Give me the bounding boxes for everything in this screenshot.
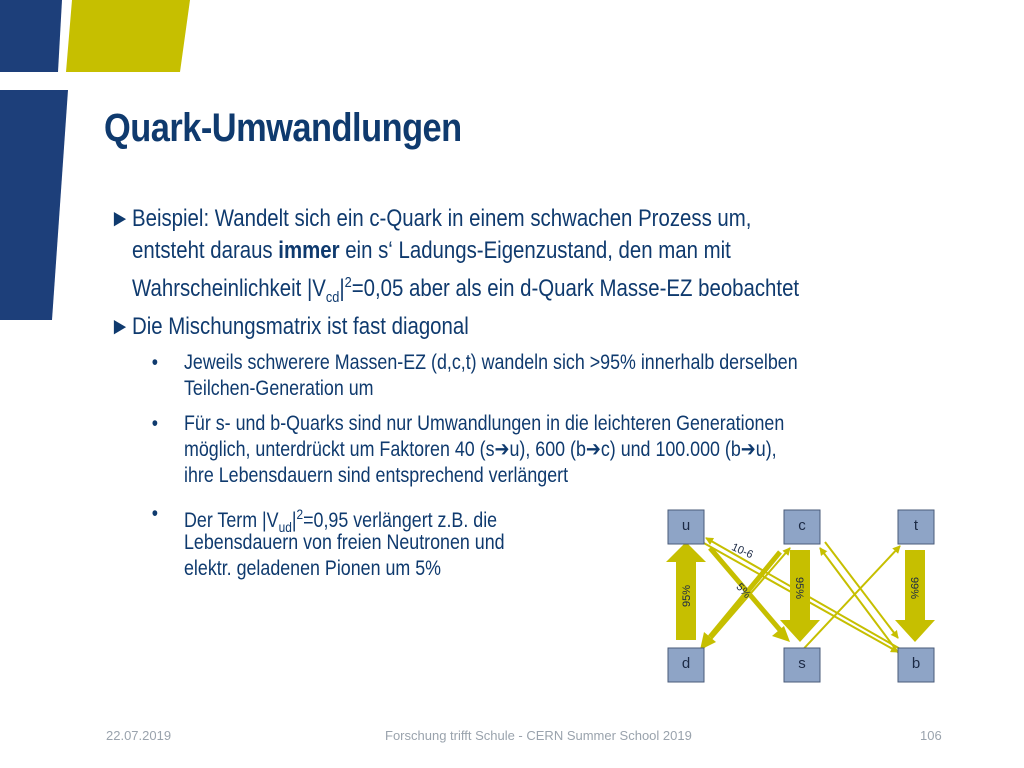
footer-page-number: 106 — [920, 728, 942, 743]
arrow-right-icon: ➔ — [740, 438, 756, 461]
sub-bullet-3-line-3: elektr. geladenen Pionen um 5% — [184, 557, 442, 580]
dot-bullet-icon: • — [151, 412, 158, 435]
label-tb: 99% — [908, 576, 920, 600]
quark-mixing-diagram — [640, 490, 960, 700]
quark-label-d: d — [681, 655, 691, 672]
bullet-1: ► Beispiel: Wandelt sich ein c-Quark in einem schwachen Prozess um, — [132, 203, 751, 235]
sub-bullet-1-line-2: Teilchen-Generation um — [184, 377, 374, 400]
sub-bullet-3: • Der Term $|V_{ud}|^2=0,95$ verlängert z.B. die — [151, 502, 498, 536]
sub-bullet-2: • Für s- und b-Quarks sind nur Umwandlungen in die leichteren Generationen — [151, 412, 785, 435]
bullet-1-line-2: entsteht daraus immer ein s‘ Ladungs-Eigenzustand, den man mit — [132, 237, 731, 264]
quark-label-s: s — [798, 655, 806, 672]
sub-bullet-2-line-3: ihre Lebensdauern sind entsprechend verlängert — [184, 464, 569, 487]
bullet-1-line-3: Wahrscheinlichkeit $|V_{cd}|^2=0,05$ aber als ein d-Quark Masse-EZ beobachtet — [132, 274, 800, 306]
label-cd: 5% — [733, 581, 754, 601]
sub-bullet-3-line-2: Lebensdauern von freien Neutronen und — [184, 531, 505, 554]
quark-label-u: u — [681, 517, 691, 534]
transition-b-to-c — [820, 548, 900, 655]
label-cs: 95% — [793, 576, 805, 600]
quark-label-c: c — [798, 517, 806, 534]
sub-bullet-2-line-2: möglich, unterdrückt um Faktoren 40 (s➔u), 600 (b➔c) und 100.000 (b➔u), — [184, 438, 777, 461]
quark-label-b: b — [911, 655, 921, 672]
bullet-2: ► Die Mischungsmatrix ist fast diagonal — [132, 311, 469, 343]
quark-label-t: t — [913, 517, 919, 534]
label-ub: 10-6 — [729, 541, 755, 562]
label-ud: 95% — [681, 584, 693, 608]
footer-title: Forschung trifft Schule - CERN Summer School 2019 — [385, 728, 692, 743]
triangle-bullet-icon: ► — [109, 313, 131, 340]
transition-c-to-b — [825, 542, 898, 638]
slide-title: Quark-Umwandlungen — [104, 106, 462, 150]
dot-bullet-icon: • — [151, 502, 158, 525]
dot-bullet-icon: • — [151, 351, 158, 374]
arrow-right-icon: ➔ — [585, 438, 601, 461]
footer-date: 22.07.2019 — [106, 728, 172, 743]
sub-bullet-1: • Jeweils schwerere Massen-EZ (d,c,t) wandeln sich >95% innerhalb derselben — [151, 351, 798, 374]
triangle-bullet-icon: ► — [109, 205, 131, 232]
arrow-right-icon: ➔ — [494, 438, 510, 461]
